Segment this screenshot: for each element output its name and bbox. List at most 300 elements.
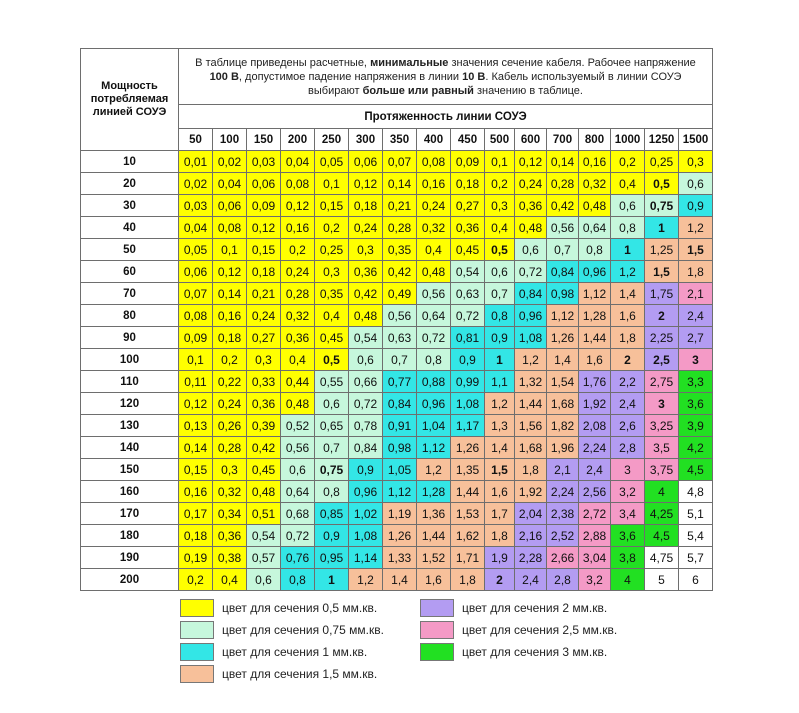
value-cell: 2 (645, 305, 679, 327)
value-cell: 1,14 (349, 547, 383, 569)
value-cell: 0,48 (281, 393, 315, 415)
value-cell: 0,64 (417, 305, 451, 327)
legend-swatch (180, 643, 214, 661)
value-cell: 0,5 (485, 239, 515, 261)
value-cell: 0,81 (451, 327, 485, 349)
value-cell: 1,1 (485, 371, 515, 393)
value-cell: 0,18 (451, 173, 485, 195)
column-header-400: 400 (417, 129, 451, 151)
value-cell: 4,75 (645, 547, 679, 569)
legend-label: цвет для сечения 1,5 мм.кв. (222, 667, 378, 681)
value-cell: 0,15 (247, 239, 281, 261)
value-cell: 1,7 (485, 503, 515, 525)
value-cell: 0,72 (281, 525, 315, 547)
value-cell: 0,8 (579, 239, 611, 261)
value-cell: 3,9 (679, 415, 713, 437)
value-cell: 0,08 (213, 217, 247, 239)
value-cell: 0,95 (315, 547, 349, 569)
value-cell: 0,4 (417, 239, 451, 261)
column-header-600: 600 (515, 129, 547, 151)
table-row (81, 327, 713, 349)
value-cell: 0,42 (383, 261, 417, 283)
value-cell: 1,36 (417, 503, 451, 525)
value-cell: 0,36 (213, 525, 247, 547)
value-cell: 1,8 (611, 327, 645, 349)
value-cell: 5,7 (679, 547, 713, 569)
value-cell: 0,48 (579, 195, 611, 217)
legend-label: цвет для сечения 3 мм.кв. (462, 645, 608, 659)
value-cell: 3,6 (611, 525, 645, 547)
value-cell: 0,45 (247, 459, 281, 481)
value-cell: 2,8 (611, 437, 645, 459)
table-row (81, 283, 713, 305)
legend-label: цвет для сечения 2 мм.кв. (462, 601, 608, 615)
legend-item (420, 598, 640, 618)
value-cell: 1,76 (579, 371, 611, 393)
value-cell: 0,9 (485, 327, 515, 349)
value-cell: 0,16 (579, 151, 611, 173)
value-cell: 1 (485, 349, 515, 371)
value-cell: 0,2 (315, 217, 349, 239)
column-header-500: 500 (485, 129, 515, 151)
row-header-10: 10 (81, 151, 179, 173)
value-cell: 0,1 (213, 239, 247, 261)
value-cell: 1,53 (451, 503, 485, 525)
value-cell: 0,4 (281, 349, 315, 371)
row-header-80: 80 (81, 305, 179, 327)
value-cell: 0,14 (547, 151, 579, 173)
row-header-170: 170 (81, 503, 179, 525)
value-cell: 0,84 (383, 393, 417, 415)
legend-item (180, 598, 400, 618)
note-text: В таблице приведены расчетные, (195, 56, 371, 69)
table-row (81, 459, 713, 481)
value-cell: 0,7 (485, 283, 515, 305)
value-cell: 0,35 (315, 283, 349, 305)
value-cell: 1,8 (451, 569, 485, 591)
value-cell: 0,96 (515, 305, 547, 327)
value-cell: 5,1 (679, 503, 713, 525)
value-cell: 0,91 (383, 415, 417, 437)
value-cell: 1,12 (417, 437, 451, 459)
value-cell: 0,36 (349, 261, 383, 283)
value-cell: 0,15 (315, 195, 349, 217)
value-cell: 0,96 (349, 481, 383, 503)
value-cell: 1,6 (611, 305, 645, 327)
value-cell: 2 (485, 569, 515, 591)
value-cell: 2,1 (679, 283, 713, 305)
table-row (81, 547, 713, 569)
value-cell: 2,04 (515, 503, 547, 525)
row-header-60: 60 (81, 261, 179, 283)
value-cell: 0,5 (645, 173, 679, 195)
value-cell: 0,4 (213, 569, 247, 591)
value-cell: 2,6 (611, 415, 645, 437)
value-cell: 0,07 (383, 151, 417, 173)
value-cell: 0,56 (417, 283, 451, 305)
value-cell: 0,09 (451, 151, 485, 173)
value-cell: 0,26 (213, 415, 247, 437)
value-cell: 1,35 (451, 459, 485, 481)
value-cell: 1,4 (383, 569, 417, 591)
value-cell: 2,75 (645, 371, 679, 393)
value-cell: 0,64 (281, 481, 315, 503)
value-cell: 0,1 (485, 151, 515, 173)
value-cell: 0,1 (179, 349, 213, 371)
table-row (81, 393, 713, 415)
value-cell: 0,32 (417, 217, 451, 239)
note-text: значения сечение кабеля. Рабочее напряжение (448, 56, 696, 69)
value-cell: 0,21 (247, 283, 281, 305)
value-cell: 0,48 (417, 261, 451, 283)
value-cell: 0,48 (247, 481, 281, 503)
value-cell: 1,08 (451, 393, 485, 415)
legend-item (180, 620, 400, 640)
value-cell: 0,02 (179, 173, 213, 195)
value-cell: 1 (611, 239, 645, 261)
note-emphasis: больше или равный (362, 84, 474, 97)
corner-label: Мощность потребляемая линией СОУЭ (81, 49, 179, 151)
value-cell: 0,04 (213, 173, 247, 195)
value-cell: 0,24 (247, 305, 281, 327)
value-cell: 0,12 (281, 195, 315, 217)
legend-swatch (180, 665, 214, 683)
value-cell: 0,78 (349, 415, 383, 437)
value-cell: 1,2 (611, 261, 645, 283)
legend-swatch (420, 621, 454, 639)
value-cell: 0,16 (179, 481, 213, 503)
table-row (81, 217, 713, 239)
value-cell: 0,44 (281, 371, 315, 393)
table-row (81, 569, 713, 591)
value-cell: 0,8 (611, 217, 645, 239)
value-cell: 4,8 (679, 481, 713, 503)
table-row (81, 305, 713, 327)
row-header-190: 190 (81, 547, 179, 569)
value-cell: 2 (611, 349, 645, 371)
value-cell: 1,26 (547, 327, 579, 349)
value-cell: 1,44 (515, 393, 547, 415)
value-cell: 1,8 (515, 459, 547, 481)
value-cell: 0,11 (179, 371, 213, 393)
value-cell: 4,2 (679, 437, 713, 459)
value-cell: 1 (645, 217, 679, 239)
value-cell: 1,82 (547, 415, 579, 437)
value-cell: 6 (679, 569, 713, 591)
value-cell: 5,4 (679, 525, 713, 547)
value-cell: 1,6 (579, 349, 611, 371)
column-header-300: 300 (349, 129, 383, 151)
value-cell: 1,54 (547, 371, 579, 393)
value-cell: 0,66 (349, 371, 383, 393)
value-cell: 0,3 (679, 151, 713, 173)
row-header-70: 70 (81, 283, 179, 305)
value-cell: 0,12 (349, 173, 383, 195)
row-header-110: 110 (81, 371, 179, 393)
column-header-450: 450 (451, 129, 485, 151)
table-row (81, 481, 713, 503)
value-cell: 0,7 (383, 349, 417, 371)
column-header-800: 800 (579, 129, 611, 151)
value-cell: 0,5 (315, 349, 349, 371)
value-cell: 0,48 (515, 217, 547, 239)
value-cell: 0,22 (213, 371, 247, 393)
legend-item (180, 664, 400, 684)
value-cell: 1,2 (515, 349, 547, 371)
note-emphasis: минимальные (370, 56, 449, 69)
legend-item (180, 642, 400, 662)
value-cell: 3,2 (611, 481, 645, 503)
value-cell: 1,17 (451, 415, 485, 437)
value-cell: 0,9 (679, 195, 713, 217)
value-cell: 1,12 (547, 305, 579, 327)
note-emphasis: 100 В (209, 70, 239, 83)
row-header-160: 160 (81, 481, 179, 503)
value-cell: 0,25 (315, 239, 349, 261)
value-cell: 0,49 (383, 283, 417, 305)
value-cell: 1,6 (485, 481, 515, 503)
value-cell: 0,07 (179, 283, 213, 305)
value-cell: 2,7 (679, 327, 713, 349)
column-header-700: 700 (547, 129, 579, 151)
value-cell: 3,4 (611, 503, 645, 525)
value-cell: 1,4 (611, 283, 645, 305)
value-cell: 0,2 (485, 173, 515, 195)
value-cell: 0,16 (281, 217, 315, 239)
column-header-200: 200 (281, 129, 315, 151)
value-cell: 0,6 (349, 349, 383, 371)
value-cell: 0,42 (349, 283, 383, 305)
value-cell: 1,3 (485, 415, 515, 437)
value-cell: 1,28 (579, 305, 611, 327)
legend-item (420, 642, 640, 662)
value-cell: 1,4 (547, 349, 579, 371)
value-cell: 0,51 (247, 503, 281, 525)
value-cell: 0,01 (179, 151, 213, 173)
value-cell: 1,2 (679, 217, 713, 239)
value-cell: 0,45 (451, 239, 485, 261)
value-cell: 2,4 (515, 569, 547, 591)
value-cell: 0,15 (179, 459, 213, 481)
value-cell: 0,65 (315, 415, 349, 437)
column-header-50: 50 (179, 129, 213, 151)
value-cell: 0,99 (451, 371, 485, 393)
value-cell: 1,68 (515, 437, 547, 459)
value-cell: 0,12 (515, 151, 547, 173)
value-cell: 1,25 (645, 239, 679, 261)
value-cell: 0,56 (281, 437, 315, 459)
value-cell: 0,63 (451, 283, 485, 305)
table-row (81, 349, 713, 371)
row-header-120: 120 (81, 393, 179, 415)
value-cell: 0,39 (247, 415, 281, 437)
value-cell: 0,8 (281, 569, 315, 591)
value-cell: 0,8 (485, 305, 515, 327)
value-cell: 0,18 (247, 261, 281, 283)
value-cell: 2,66 (547, 547, 579, 569)
value-cell: 1,52 (417, 547, 451, 569)
value-cell: 0,2 (179, 569, 213, 591)
legend-label: цвет для сечения 2,5 мм.кв. (462, 623, 618, 637)
value-cell: 0,8 (315, 481, 349, 503)
value-cell: 1,04 (417, 415, 451, 437)
value-cell: 0,12 (213, 261, 247, 283)
value-cell: 0,32 (213, 481, 247, 503)
value-cell: 1,2 (485, 393, 515, 415)
value-cell: 1,4 (485, 437, 515, 459)
value-cell: 0,6 (515, 239, 547, 261)
table-row (81, 371, 713, 393)
value-cell: 0,85 (315, 503, 349, 525)
value-cell: 0,05 (179, 239, 213, 261)
value-cell: 3 (645, 393, 679, 415)
value-cell: 0,45 (315, 327, 349, 349)
row-header-100: 100 (81, 349, 179, 371)
value-cell: 3,8 (611, 547, 645, 569)
row-header-30: 30 (81, 195, 179, 217)
value-cell: 1 (315, 569, 349, 591)
value-cell: 0,3 (349, 239, 383, 261)
note-text: . Кабель используемый в линии СОУЭ выбирают (308, 70, 682, 97)
row-header-20: 20 (81, 173, 179, 195)
value-cell: 1,32 (515, 371, 547, 393)
row-header-90: 90 (81, 327, 179, 349)
column-header-350: 350 (383, 129, 417, 151)
value-cell: 3 (611, 459, 645, 481)
value-cell: 0,3 (485, 195, 515, 217)
value-cell: 0,96 (417, 393, 451, 415)
value-cell: 1,75 (645, 283, 679, 305)
value-cell: 2,5 (645, 349, 679, 371)
value-cell: 0,36 (515, 195, 547, 217)
value-cell: 0,9 (349, 459, 383, 481)
note-text: значению в таблице. (473, 84, 583, 97)
legend-swatch (180, 599, 214, 617)
value-cell: 0,06 (247, 173, 281, 195)
row-header-40: 40 (81, 217, 179, 239)
value-cell: 0,24 (417, 195, 451, 217)
value-cell: 1,5 (485, 459, 515, 481)
value-cell: 0,4 (485, 217, 515, 239)
value-cell: 0,08 (179, 305, 213, 327)
value-cell: 1,2 (417, 459, 451, 481)
value-cell: 2,88 (579, 525, 611, 547)
value-cell: 0,19 (179, 547, 213, 569)
value-cell: 0,1 (315, 173, 349, 195)
value-cell: 1,12 (383, 481, 417, 503)
value-cell: 0,06 (179, 261, 213, 283)
value-cell: 2,2 (611, 371, 645, 393)
value-cell: 0,72 (451, 305, 485, 327)
value-cell: 0,6 (281, 459, 315, 481)
value-cell: 0,09 (247, 195, 281, 217)
column-header-1000: 1000 (611, 129, 645, 151)
value-cell: 1,8 (485, 525, 515, 547)
value-cell: 0,08 (417, 151, 451, 173)
value-cell: 4,5 (645, 525, 679, 547)
value-cell: 0,18 (179, 525, 213, 547)
value-cell: 2,38 (547, 503, 579, 525)
value-cell: 0,42 (547, 195, 579, 217)
value-cell: 0,14 (383, 173, 417, 195)
value-cell: 0,21 (383, 195, 417, 217)
value-cell: 0,6 (247, 569, 281, 591)
value-cell: 0,28 (547, 173, 579, 195)
value-cell: 0,36 (451, 217, 485, 239)
column-header-150: 150 (247, 129, 281, 151)
value-cell: 0,8 (417, 349, 451, 371)
value-cell: 1,92 (579, 393, 611, 415)
value-cell: 2,25 (645, 327, 679, 349)
value-cell: 0,72 (515, 261, 547, 283)
value-cell: 0,84 (547, 261, 579, 283)
value-cell: 0,16 (417, 173, 451, 195)
value-cell: 0,68 (281, 503, 315, 525)
value-cell: 0,3 (315, 261, 349, 283)
value-cell: 1,44 (579, 327, 611, 349)
column-header-1250: 1250 (645, 129, 679, 151)
value-cell: 0,36 (281, 327, 315, 349)
value-cell: 0,17 (179, 503, 213, 525)
value-cell: 0,03 (179, 195, 213, 217)
value-cell: 2,24 (547, 481, 579, 503)
row-header-150: 150 (81, 459, 179, 481)
value-cell: 0,35 (383, 239, 417, 261)
value-cell: 0,54 (349, 327, 383, 349)
value-cell: 0,76 (281, 547, 315, 569)
value-cell: 0,98 (383, 437, 417, 459)
value-cell: 0,12 (179, 393, 213, 415)
row-header-130: 130 (81, 415, 179, 437)
value-cell: 0,3 (247, 349, 281, 371)
value-cell: 0,34 (213, 503, 247, 525)
value-cell: 0,33 (247, 371, 281, 393)
table-row (81, 195, 713, 217)
value-cell: 0,09 (179, 327, 213, 349)
value-cell: 1,19 (383, 503, 417, 525)
value-cell: 0,6 (315, 393, 349, 415)
row-header-180: 180 (81, 525, 179, 547)
value-cell: 0,3 (213, 459, 247, 481)
value-cell: 1,44 (417, 525, 451, 547)
value-cell: 0,48 (349, 305, 383, 327)
value-cell: 0,04 (179, 217, 213, 239)
value-cell: 0,4 (611, 173, 645, 195)
value-cell: 0,55 (315, 371, 349, 393)
value-cell: 0,72 (349, 393, 383, 415)
value-cell: 0,57 (247, 547, 281, 569)
value-cell: 0,24 (515, 173, 547, 195)
value-cell: 0,75 (315, 459, 349, 481)
column-header-1500: 1500 (679, 129, 713, 151)
row-header-50: 50 (81, 239, 179, 261)
value-cell: 0,03 (247, 151, 281, 173)
table-row (81, 173, 713, 195)
value-cell: 5 (645, 569, 679, 591)
value-cell: 0,06 (349, 151, 383, 173)
value-cell: 3 (679, 349, 713, 371)
value-cell: 0,24 (281, 261, 315, 283)
table-row (81, 151, 713, 173)
value-cell: 3,5 (645, 437, 679, 459)
value-cell: 1,44 (451, 481, 485, 503)
value-cell: 0,08 (281, 173, 315, 195)
legend-label: цвет для сечения 0,75 мм.кв. (222, 623, 384, 637)
value-cell: 0,6 (679, 173, 713, 195)
row-header-140: 140 (81, 437, 179, 459)
value-cell: 1,26 (383, 525, 417, 547)
value-cell: 0,84 (349, 437, 383, 459)
